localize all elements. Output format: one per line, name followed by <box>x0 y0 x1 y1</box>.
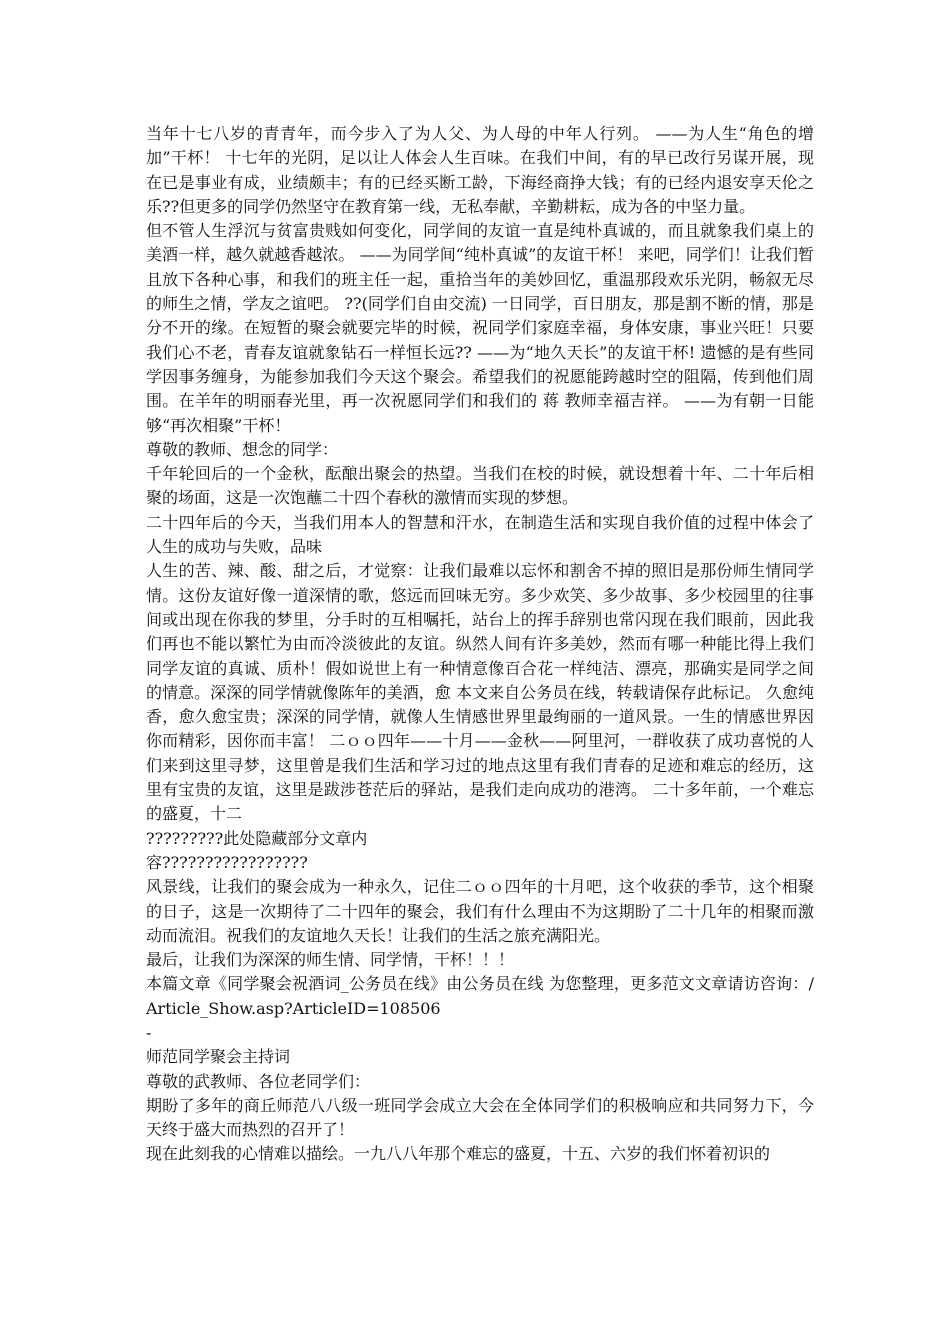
paragraph-12: - <box>146 1022 152 1042</box>
paragraph-2: 但不管人生浮沉与贫富贵贱如何变化，同学间的友谊一直是纯朴真诚的，而且就象我们桌上的美酒一样，越久就越香越浓。 ——为同学间“纯朴真诚”的友谊干杯！ 来吧，同学们！让我们暂且放下各种心事，和我们的班主任一起，重拾当年的美妙回忆，重温那段欢乐光阴，畅叙无尽的师生之情，学友之谊吧。 ??(同学们自由交流) 一日同学，百日朋友，那是割不断的情，那是分不开的缘。在短暂的聚会就要完毕的时候，祝同学们家庭幸福，身体安康，事业兴旺！只要我们心不老，青春友谊就象钻石一样恒长远?? ——为“地久天长”的友谊干杯! 遗憾的是有些同学因事务缠身，为能参加我们今天这个聚会。希望我们的祝愿能跨越时空的阻隔，传到他们周围。在羊年的明丽春光里，再一次祝愿同学们和我们的 蒋 教师幸福吉祥。 ——为有朝一日能够“再次相聚”干杯！ <box>146 221 814 435</box>
paragraph-10: 最后，让我们为深深的师生情、同学情，干杯！！！ <box>146 950 515 970</box>
paragraph-7: ?????????此处隐藏部分文章内 <box>146 828 368 848</box>
paragraph-8: 容????????????????? <box>146 852 308 872</box>
paragraph-16: 现在此刻我的心情难以描绘。一九八八年那个难忘的盛夏，十五、六岁的我们怀着初识的 <box>146 1144 771 1164</box>
paragraph-3: 尊敬的教师、想念的同学： <box>146 439 339 459</box>
paragraph-6: 人生的苦、辣、酸、甜之后，才觉察：让我们最难以忘怀和割舍不掉的照旧是那份师生情同学情。这份友谊好像一道深情的歌，悠远而回味无穷。多少欢笑、多少故事、多少校园里的往事间或出现在你我的梦里，分手时的互相嘱托，站台上的挥手辞别也常闪现在我们眼前，因此我们再也不能以繁忙为由而冷淡彼此的友谊。纵然人间有许多美妙，然而有哪一种能比得上我们同学友谊的真诚、质朴！假如说世上有一种情意像百合花一样纯洁、漂亮，那确实是同学之间的情意。深深的同学情就像陈年的美酒，愈 本文来自公务员在线，转载请保存此标记。 久愈纯香，愈久愈宝贵；深深的同学情，就像人生情感世界里最绚丽的一道风景。一生的情感世界因你而精彩，因你而丰富！ 二ｏｏ四年——十月——金秋——阿里河，一群收获了成功喜悦的人们来到这里寻梦，这里曾是我们生活和学习过的地点这里有我们青春的足迹和难忘的经历，这里有宝贵的友谊，这里是跋涉苍茫后的驿站，是我们走向成功的港湾。 二十多年前，一个难忘的盛夏，十二 <box>146 561 814 824</box>
paragraph-9: 风景线，让我们的聚会成为一种永久，记住二ｏｏ四年的十月吧，这个收获的季节，这个相聚的日子，这是一次期待了二十四年的聚会，我们有什么理由不为这期盼了二十几年的相聚而激动而流泪。祝我们的友谊地久天长！让我们的生活之旅充满阳光。 <box>146 877 814 945</box>
paragraph-4: 千年轮回后的一个金秋，酝酿出聚会的热望。当我们在校的时候，就设想着十年、二十年后相聚的场面，这是一次饱蘸二十四个春秋的激情而实现的梦想。 <box>146 464 814 508</box>
paragraph-5: 二十四年后的今天，当我们用本人的智慧和汗水，在制造生活和实现自我价值的过程中体会了人生的成功与失败，品味 <box>146 512 814 557</box>
paragraph-15: 期盼了多年的商丘师范八八级一班同学会成立大会在全体同学们的积极响应和共同努力下，今天终于盛大而热烈的召开了！ <box>146 1095 814 1140</box>
document-body <box>146 122 814 1167</box>
paragraph-14: 尊敬的武教师、各位老同学们： <box>146 1071 371 1091</box>
paragraph-1: 当年十七八岁的青青年，而今步入了为人父、为人母的中年人行列。 ——为人生“角色的增加”干杯！ 十七年的光阴，足以让人体会人生百味。在我们中间，有的早已改行另谋开展，现在已是事业有成，业绩颇丰；有的已经买断工龄，下海经商挣大钱；有的已经内退安享天伦之乐??但更多的同学仍然坚守在教育第一线，无私奉献，辛勤耕耘，成为各的中坚力量。 <box>146 124 814 216</box>
paragraph-13: 师范同学聚会主持词 <box>146 1047 291 1067</box>
paragraph-11: 本篇文章《同学聚会祝酒词_公务员在线》由公务员在线 为您整理，更多范文文章请访咨询：/Article_Show.asp?ArticleID=108506 <box>146 974 814 1018</box>
